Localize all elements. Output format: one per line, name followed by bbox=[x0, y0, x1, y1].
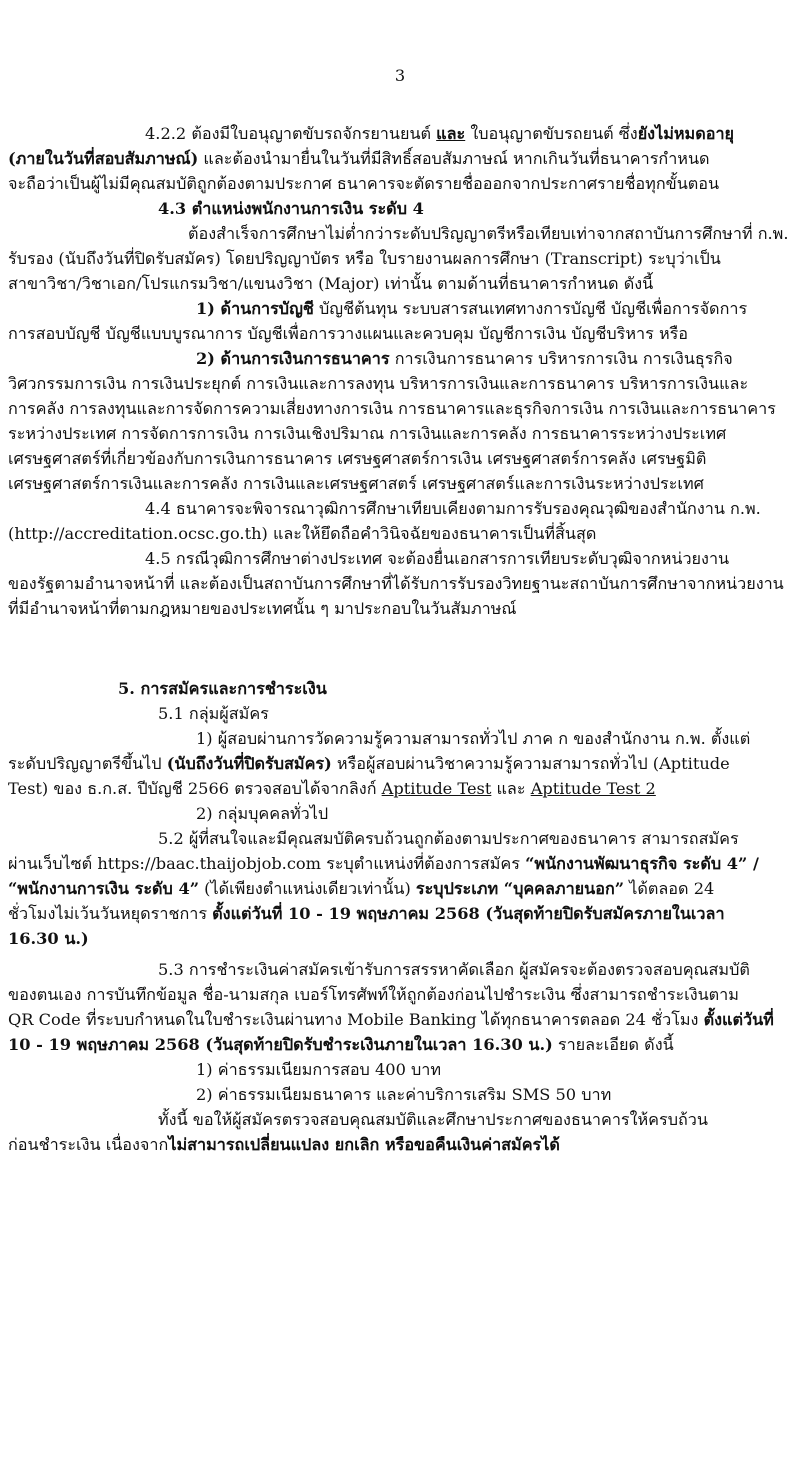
paragraph-line: QR Code ที่ระบบกำหนดในใบชำระเงินผ่านทาง Mobile Banking ได้ทุกธนาคารตลอด 24 ชั่วโมง ตั้งแต่วันที่ bbox=[8, 1010, 774, 1029]
paragraph-line: รับรอง (นับถึงวันที่ปิดรับสมัคร) โดยปริญญาบัตร หรือ ใบรายงานผลการศึกษา (Transcript) ระบุว่าเป็น bbox=[8, 249, 721, 268]
section-4-4 bbox=[8, 496, 792, 546]
paragraph-line: ก่อนชำระเงิน เนื่องจากไม่สามารถเปลี่ยนแปลง ยกเลิก หรือขอคืนเงินค่าสมัครได้ bbox=[8, 1135, 560, 1154]
paragraph-line: ของรัฐตามอำนาจหน้าที่ และต้องเป็นสถาบันการศึกษาที่ได้รับการรับรองวิทยฐานะสถาบันการศึกษาจากหน่วยงาน bbox=[8, 574, 784, 593]
fee-item: 1) ค่าธรรมเนียมการสอบ 400 บาท bbox=[196, 1060, 442, 1079]
section-heading: 5. การสมัครและการชำระเงิน bbox=[118, 679, 327, 698]
paragraph-line: ทั้งนี้ ขอให้ผู้สมัครตรวจสอบคุณสมบัติและศึกษาประกาศของธนาคารให้ครบถ้วน bbox=[158, 1110, 708, 1129]
paragraph-line: การสอบบัญชี บัญชีแบบบูรณาการ บัญชีเพื่อการวางแผนและควบคุม บัญชีการเงิน บัญชีบริหาร หรือ bbox=[8, 324, 689, 343]
section-4-5 bbox=[8, 546, 792, 621]
paragraph-line: 2) กลุ่มบุคคลทั่วไป bbox=[196, 804, 329, 823]
paragraph-line: (ภายในวันที่สอบสัมภาษณ์) และต้องนำมายื่นในวันที่มีสิทธิ์สอบสัมภาษณ์ หากเกินวันที่ธนาคารกำหนด bbox=[8, 149, 710, 168]
paragraph-line: 4.4 ธนาคารจะพิจารณาวุฒิการศึกษาเทียบเคียงตามการรับรองคุณวุฒิของสำนักงาน ก.พ. bbox=[145, 499, 761, 518]
finance-item: 2) ด้านการเงินการธนาคาร การเงินการธนาคาร บริหารการเงิน การเงินธุรกิจ bbox=[196, 349, 733, 368]
paragraph-line: (http://accreditation.ocsc.go.th) และให้ยึดถือคำวินิจฉัยของธนาคารเป็นที่สิ้นสุด bbox=[8, 524, 597, 543]
paragraph-line: 10 - 19 พฤษภาคม 2568 (วันสุดท้ายปิดรับชำระเงินภายในเวลา 16.30 น.) รายละเอียด ดังนี้ bbox=[8, 1035, 674, 1054]
aptitude-test-link[interactable]: Aptitude Test bbox=[381, 779, 492, 798]
paragraph-line: “พนักงานการเงิน ระดับ 4” (ได้เพียงตำแหน่งเดียวเท่านั้น) ระบุประเภท “บุคคลภายนอก” ได้ตลอด 24 bbox=[8, 879, 715, 898]
accounting-item: 1) ด้านการบัญชี บัญชีต้นทุน ระบบสารสนเทศทางการบัญชี บัญชีเพื่อการจัดการ bbox=[196, 299, 748, 318]
section-heading: 4.3 ตำแหน่งพนักงานการเงิน ระดับ 4 bbox=[158, 199, 424, 218]
paragraph-line: การคลัง การลงทุนและการจัดการความเสี่ยงทางการเงิน การธนาคารและธุรกิจการเงิน การเงินและการธนาคาร bbox=[8, 399, 776, 418]
section-4-3 bbox=[8, 196, 792, 496]
paragraph-line: ระดับปริญญาตรีขึ้นไป (นับถึงวันที่ปิดรับสมัคร) หรือผู้สอบผ่านวิชาความรู้ความสามารถทั่วไป (Aptitude bbox=[8, 754, 730, 773]
section-4-2-2 bbox=[8, 121, 792, 196]
fee-item: 2) ค่าธรรมเนียมธนาคาร และค่าบริการเสริม SMS 50 บาท bbox=[196, 1085, 612, 1104]
paragraph-line: จะถือว่าเป็นผู้ไม่มีคุณสมบัติถูกต้องตามประกาศ ธนาคารจะตัดรายชื่อออกจากประกาศรายชื่อทุกขั้นตอน bbox=[8, 174, 720, 193]
paragraph-line: เศรษฐศาสตร์ที่เกี่ยวข้องกับการเงินการธนาคาร เศรษฐศาสตร์การเงิน เศรษฐศาสตร์การคลัง เศรษฐมิติ bbox=[8, 449, 707, 468]
paragraph-line: ระหว่างประเทศ การจัดการการเงิน การเงินเชิงปริมาณ การเงินและการคลัง การธนาคารระหว่างประเทศ bbox=[8, 424, 727, 443]
paragraph-line: ของตนเอง การบันทึกข้อมูล ชื่อ-นามสกุล เบอร์โทรศัพท์ให้ถูกต้องก่อนไปชำระเงิน ซึ่งสามารถชำระเงินตาม bbox=[8, 985, 739, 1004]
paragraph-line: 4.2.2 ต้องมีใบอนุญาตขับรถจักรยานยนต์ และ ใบอนุญาตขับรถยนต์ ซึ่งยังไม่หมดอายุ bbox=[145, 124, 735, 143]
page-number: 3 bbox=[394, 66, 406, 85]
paragraph-line: ผ่านเว็บไซต์ https://baac.thaijobjob.com ระบุตำแหน่งที่ต้องการสมัคร “พนักงานพัฒนาธุรกิจ ระดับ 4” / bbox=[8, 854, 759, 873]
paragraph-line: ที่มีอำนาจหน้าที่ตามกฎหมายของประเทศนั้น ๆ มาประกอบในวันสัมภาษณ์ bbox=[8, 599, 517, 618]
paragraph-line: Test) ของ ธ.ก.ส. ปีบัญชี 2566 ตรวจสอบได้จากลิงก์ Aptitude Test และ Aptitude Test 2 bbox=[8, 779, 656, 798]
section-5 bbox=[8, 676, 792, 1157]
paragraph-line: เศรษฐศาสตร์การเงินและการคลัง การเงินและเศรษฐศาสตร์ เศรษฐศาสตร์และการเงินระหว่างประเทศ bbox=[8, 474, 704, 493]
paragraph-line: 5.2 ผู้ที่สนใจและมีคุณสมบัติครบถ้วนถูกต้องตามประกาศของธนาคาร สามารถสมัคร bbox=[158, 829, 739, 848]
paragraph-line: วิศวกรรมการเงิน การเงินประยุกต์ การเงินและการลงทุน บริหารการเงินและการธนาคาร บริหารการเงินและ bbox=[8, 374, 749, 393]
aptitude-test-2-link[interactable]: Aptitude Test 2 bbox=[530, 779, 656, 798]
paragraph-line: 5.3 การชำระเงินค่าสมัครเข้ารับการสรรหาคัดเลือก ผู้สมัครจะต้องตรวจสอบคุณสมบัติ bbox=[158, 960, 750, 979]
paragraph-line: 1) ผู้สอบผ่านการวัดความรู้ความสามารถทั่วไป ภาค ก ของสำนักงาน ก.พ. ตั้งแต่ bbox=[196, 729, 751, 748]
paragraph-line: 4.5 กรณีวุฒิการศึกษาต่างประเทศ จะต้องยื่นเอกสารการเทียบระดับวุฒิจากหน่วยงาน bbox=[145, 549, 730, 568]
paragraph-line: สาขาวิชา/วิชาเอก/โปรแกรมวิชา/แขนงวิชา (Major) เท่านั้น ตามด้านที่ธนาคารกำหนด ดังนี้ bbox=[8, 274, 654, 293]
paragraph-line: ต้องสำเร็จการศึกษาไม่ต่ำกว่าระดับปริญญาตรีหรือเทียบเท่าจากสถาบันการศึกษาที่ ก.พ. bbox=[188, 224, 789, 243]
paragraph-line: ชั่วโมงไม่เว้นวันหยุดราชการ ตั้งแต่วันที่ 10 - 19 พฤษภาคม 2568 (วันสุดท้ายปิดรับสมัครภายในเวลา bbox=[8, 904, 725, 923]
subsection-heading: 5.1 กลุ่มผู้สมัคร bbox=[158, 704, 269, 723]
paragraph-line: 16.30 น.) bbox=[8, 929, 89, 948]
